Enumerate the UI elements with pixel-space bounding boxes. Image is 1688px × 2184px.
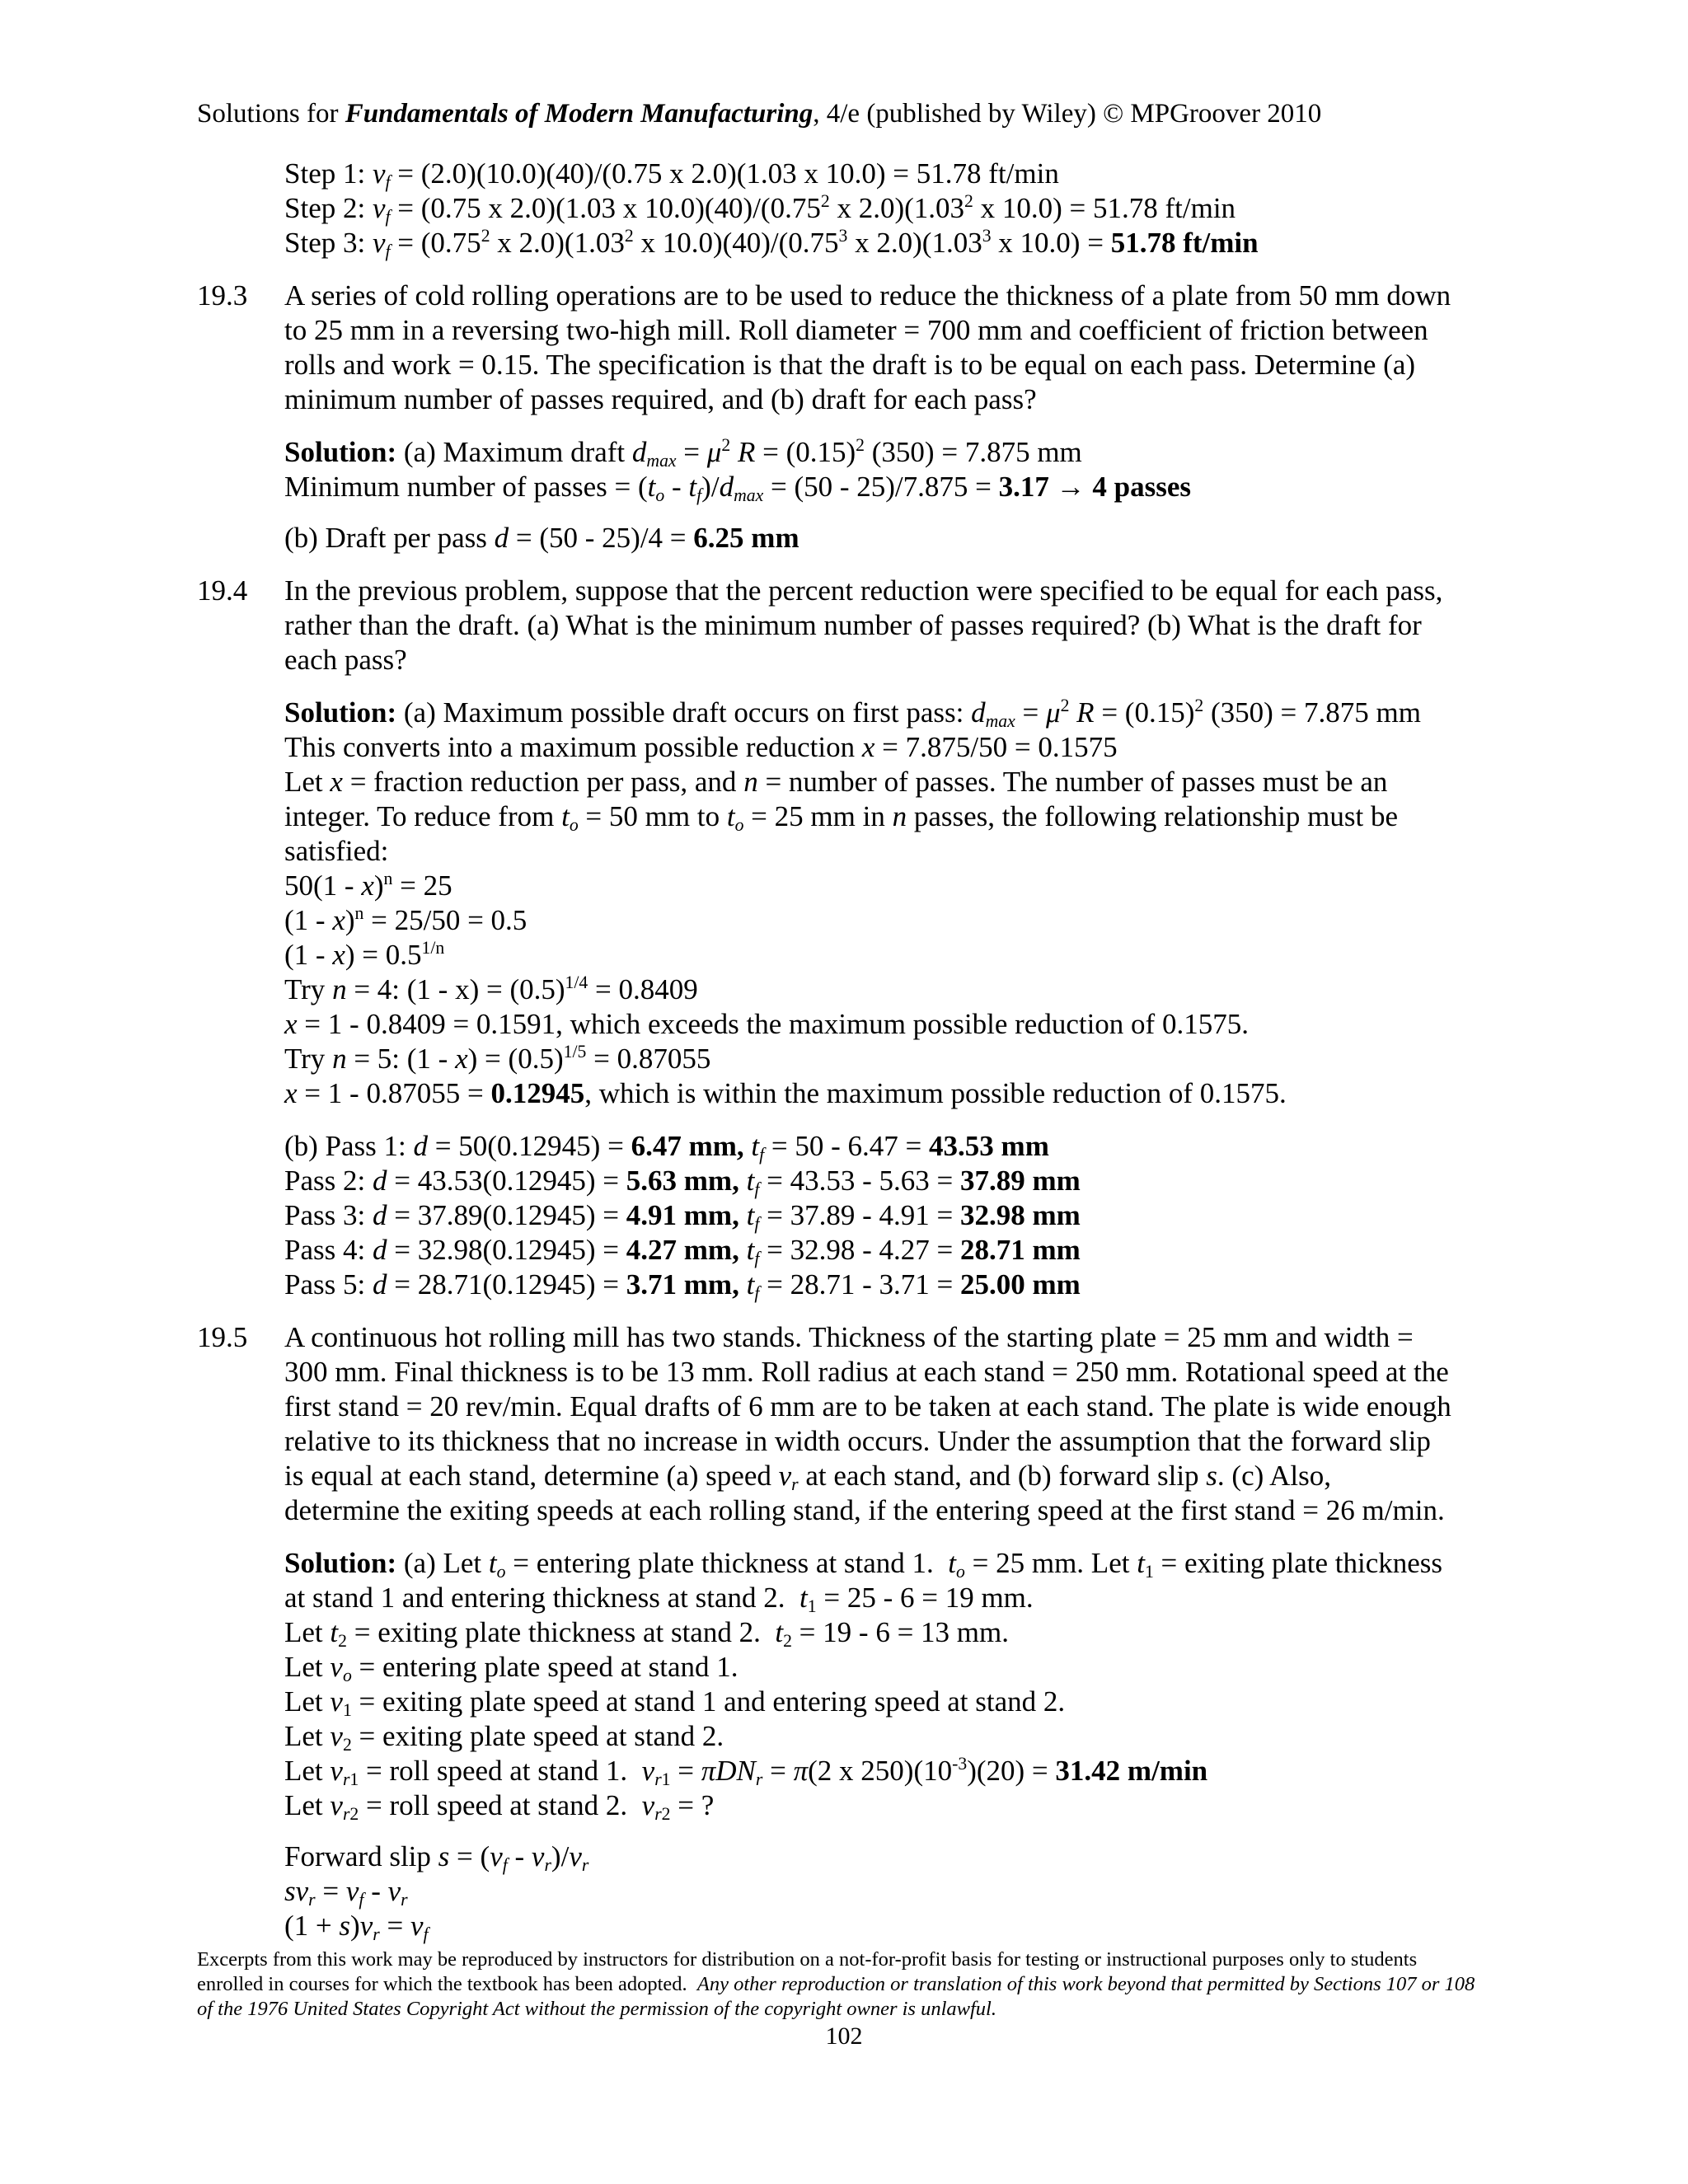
equation-line: x = 1 - 0.87055 = 0.12945, which is within the maximum possible reduction of 0.1575. bbox=[284, 1077, 1287, 1109]
solution-line: Let x = fraction reduction per pass, and n = number of passes. The number of passes must be an bbox=[284, 766, 1388, 798]
step-3-line: Step 3: $v_f = (0.75^2$ x 2.0)(1.03$^2$ x 10.0)(40)/(0.75$^3$ x 2.0)(1.03$^3$ x 10.0) = 51.78 ft/min bbox=[284, 225, 1259, 262]
equation-line: x = 1 - 0.8409 = 0.1591, which exceeds the maximum possible reduction of 0.1575. bbox=[284, 1008, 1249, 1040]
problem-statement-line: minimum number of passes required, and (b) draft for each pass? bbox=[284, 383, 1037, 415]
problem-statement-line: to 25 mm in a reversing two-high mill. Roll diameter = 700 mm and coefficient of friction between bbox=[284, 314, 1428, 346]
equation-line: $(1 + s)v_r = v_f$ bbox=[284, 1910, 429, 1945]
pass-line: (b) Pass 1: d = 50(0.12945) = 6.47 mm, $t_f = 50 - 6.47 = 43.53$ mm bbox=[284, 1130, 1049, 1165]
problem-statement-line: rolls and work = 0.15. The specification is that the draft is to be equal on each pass. Determine (a) bbox=[284, 349, 1416, 381]
solution-line: Let $v_2$ = exiting plate speed at stand 2. bbox=[284, 1720, 724, 1755]
solution-line: Minimum number of passes = $(t_o - t_f)/d_{max} = (50 - 25)/7.875 = 3.17 \to 4$ passes bbox=[284, 471, 1191, 506]
problem-statement-line: A series of cold rolling operations are to be used to reduce the thickness of a plate from 50 mm down bbox=[284, 279, 1451, 312]
pass-line: Pass 4: d = 32.98(0.12945) = 4.27 mm, $t_f = 32.98 - 4.27 = 28.71$ mm bbox=[284, 1234, 1081, 1269]
solution-line: This converts into a maximum possible reduction x = 7.875/50 = 0.1575 bbox=[284, 731, 1118, 763]
step-1-line: Step 1: $v_f = (2.0)(10.0)(40)/(0.75$ x 2.0)(1.03 x 10.0) = 51.78 ft/min bbox=[284, 157, 1059, 193]
running-header: Solutions for Fundamentals of Modern Manufacturing, 4/e (published by Wiley) © MPGroover 2010 bbox=[197, 99, 1322, 129]
solution-line: Let $v_o$ = entering plate speed at stand 1. bbox=[284, 1651, 738, 1686]
equation-line: Try n = 5: $(1 - x) = (0.5)^{1/5} = 0.87055$ bbox=[284, 1041, 711, 1075]
problem-statement-line: rather than the draft. (a) What is the minimum number of passes required? (b) What is the draft for bbox=[284, 609, 1422, 641]
problem-statement-line: is equal at each stand, determine (a) speed $v_r$ at each stand, and (b) forward slip s. (c) Also, bbox=[284, 1460, 1331, 1495]
solution-line: Solution: (a) Maximum draft $d_{max} = \mu^2$ $R = (0.15)^2$ (350) = 7.875 mm bbox=[284, 434, 1082, 471]
page-number: 102 bbox=[825, 2022, 863, 2050]
equation-line: Forward slip $s = (v_f - v_r)/v_r$ bbox=[284, 1840, 589, 1876]
problem-number: 19.5 bbox=[197, 1321, 248, 1353]
problem-statement-line: each pass? bbox=[284, 644, 407, 676]
copyright-footer: Excerpts from this work may be reproduced by instructors for distribution on a not-for-profit basis for testing or instructional purposes only to students enrolled in courses for which the textbook has been adopted. Any other reproduction or translation of this work beyond that permitted by Sections 107 or 108 of the 1976 United States Copyright Act without the permission of the copyright owner is unlawful. bbox=[197, 1948, 1475, 2020]
problem-number: 19.3 bbox=[197, 279, 248, 312]
equation-line: $(1 - x) = 0.5^{1/n}$ bbox=[284, 937, 445, 971]
pass-line: Pass 5: d = 28.71(0.12945) = 3.71 mm, $t_f = 28.71 - 3.71 = 25.00$ mm bbox=[284, 1268, 1081, 1304]
problem-statement-line: A continuous hot rolling mill has two stands. Thickness of the starting plate = 25 mm and width = bbox=[284, 1321, 1414, 1353]
solution-line: integer. To reduce from $t_o = 50$ mm to $t_o = 25$ mm in n passes, the following relationship must be bbox=[284, 800, 1398, 836]
solution-line: Let $v_{r1}$ = roll speed at stand 1. $v_{r1} = \pi DN_r = \pi(2$ x $250)(10^{-3})(20) = 31.42$ m/min bbox=[284, 1753, 1208, 1790]
problem-statement-line: 300 mm. Final thickness is to be 13 mm. Roll radius at each stand = 250 mm. Rotational speed at the bbox=[284, 1356, 1449, 1388]
problem-statement-line: relative to its thickness that no increase in width occurs. Under the assumption that the forward slip bbox=[284, 1425, 1431, 1457]
equation-line: $sv_r = v_f - v_r$ bbox=[284, 1875, 408, 1910]
pass-line: Pass 3: d = 37.89(0.12945) = 4.91 mm, $t_f = 37.89 - 4.91 = 32.98$ mm bbox=[284, 1199, 1081, 1235]
problem-number: 19.4 bbox=[197, 574, 248, 607]
equation-line: 50(1 - x)$^n$ = 25 bbox=[284, 868, 452, 902]
problem-statement-line: first stand = 20 rev/min. Equal drafts of 6 mm are to be taken at each stand. The plate is wide enough bbox=[284, 1390, 1451, 1422]
step-2-line: Step 2: $v_f = (0.75$ x 2.0)(1.03 x 10.0)(40)/(0.75$^2$ x 2.0)(1.03$^2$ x 10.0) = 51.78 ft/min bbox=[284, 190, 1236, 227]
solution-line: Solution: (a) Let $t_o$ = entering plate thickness at stand 1. $t_o = 25$ mm. Let $t_1$ = exiting plate thickness bbox=[284, 1547, 1443, 1582]
book-title: Fundamentals of Modern Manufacturing bbox=[345, 99, 814, 129]
solution-line: satisfied: bbox=[284, 835, 389, 867]
solution-line: at stand 1 and entering thickness at stand 2. $t_1 = 25 - 6 = 19$ mm. bbox=[284, 1582, 1034, 1617]
solution-line: Let $v_1$ = exiting plate speed at stand 1 and entering speed at stand 2. bbox=[284, 1685, 1066, 1721]
solution-line: (b) Draft per pass d = (50 - 25)/4 = 6.25 mm bbox=[284, 522, 799, 554]
equation-line: Try n = 4: $(1 - x) = (0.5)^{1/4} = 0.8409$ bbox=[284, 972, 698, 1005]
problem-statement-line: In the previous problem, suppose that the percent reduction were specified to be equal for each pass, bbox=[284, 574, 1443, 607]
solution-line: Let $t_2$ = exiting plate thickness at stand 2. $t_2 = 19 - 6 = 13$ mm. bbox=[284, 1616, 1010, 1652]
solution-line: Let $v_{r2}$ = roll speed at stand 2. $v_{r2}$ = ? bbox=[284, 1789, 715, 1825]
problem-statement-line: determine the exiting speeds at each rolling stand, if the entering speed at the first stand = 26 m/min. bbox=[284, 1494, 1445, 1526]
equation-line: (1 - x)$^n$ = 25/50 = 0.5 bbox=[284, 902, 528, 936]
solution-line: Solution: (a) Maximum possible draft occurs on first pass: $d_{max} = \mu^2$ $R = (0.15)^2$ (350) = 7.875 mm bbox=[284, 695, 1421, 732]
pass-line: Pass 2: d = 43.53(0.12945) = 5.63 mm, $t_f = 43.53 - 5.63 = 37.89$ mm bbox=[284, 1165, 1081, 1200]
